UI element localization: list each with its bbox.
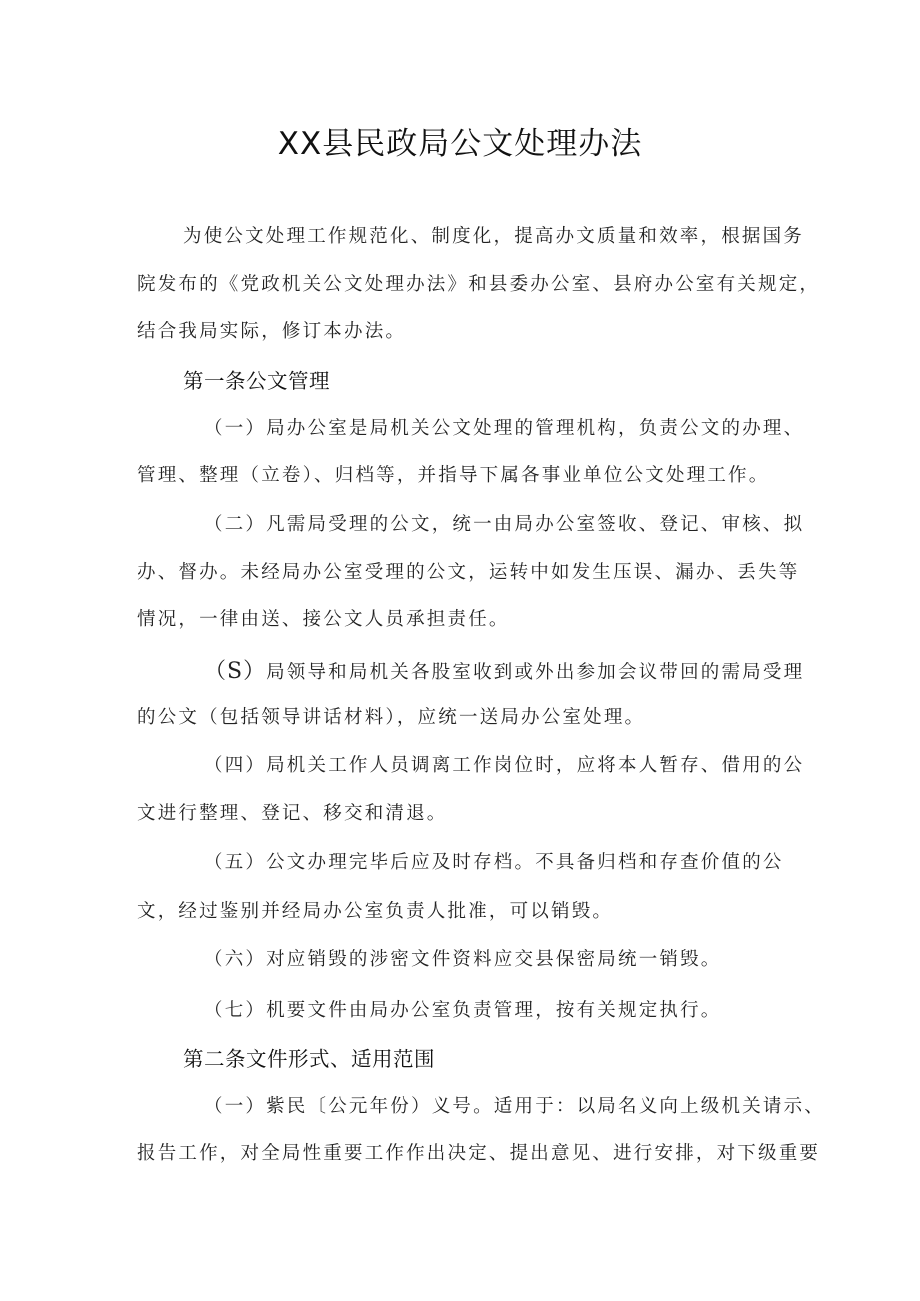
intro-line-2: 院发布的《党政机关公文处理办法》和县委办公室、县府办公室有关规定， [137,274,821,295]
intro-line-1: 为使公文处理工作规范化、制度化，提高办文质量和效率，根据国务 [183,226,805,247]
section-2-heading: 第二条文件形式、适用范围 [183,1047,435,1071]
s1-p3-line-1-text: 局领导和局机关各股室收到或外出参加会议带回的需局受理 [266,662,805,683]
section-1-heading: 第一条公文管理 [183,369,330,393]
document-title: XX县民政局公文处理办法 [277,126,643,162]
s1-p2-line-3: 情况，一律由送、接公文人员承担责任。 [137,609,510,630]
s1-p2-line-1: （二）凡需局受理的公文，统一由局办公室签收、登记、审核、拟 [204,514,805,535]
s1-p3-line-2: 的公文（包括领导讲话材料），应统一送局办公室处理。 [137,707,646,728]
s1-p3-line-1 [204,654,804,685]
s1-p2-line-2: 办、督办。未经局办公室受理的公文，运转中如发生压误、漏办、丢失等 [137,562,800,583]
s1-p7-line: （七）机要文件由局办公室负责管理，按有关规定执行。 [204,1000,722,1021]
s1-p5-line-2: 文，经过鉴别并经局办公室负责人批准，可以销毁。 [137,901,614,922]
s1-p5-line-1: （五）公文办理完毕后应及时存档。不具备归档和存查价值的公 [204,852,784,873]
s1-p6-line: （六）对应销毁的涉密文件资料应交县保密局统一销毁。 [204,949,722,970]
s1-p3-marker: （S） [204,659,267,684]
s1-p4-line-2: 文进行整理、登记、移交和清退。 [137,803,448,824]
s2-p1-line-1: （一）紫民〔公元年份）义号。适用于：以局名义向上级机关请示、 [204,1096,826,1117]
s2-p1-line-2: 报告工作，对全局性重要工作作出决定、提出意见、进行安排，对下级重要 [137,1143,821,1164]
s1-p4-line-1: （四）局机关工作人员调离工作岗位时，应将本人暂存、借用的公 [204,755,805,776]
intro-line-3: 结合我局实际，修订本办法。 [137,321,407,342]
s1-p1-line-1: （一）局办公室是局机关公文处理的管理机构，负责公文的办理、 [204,418,805,439]
s1-p1-line-2: 管理、整理（立卷）、归档等，并指导下属各事业单位公文处理工作。 [137,465,770,486]
